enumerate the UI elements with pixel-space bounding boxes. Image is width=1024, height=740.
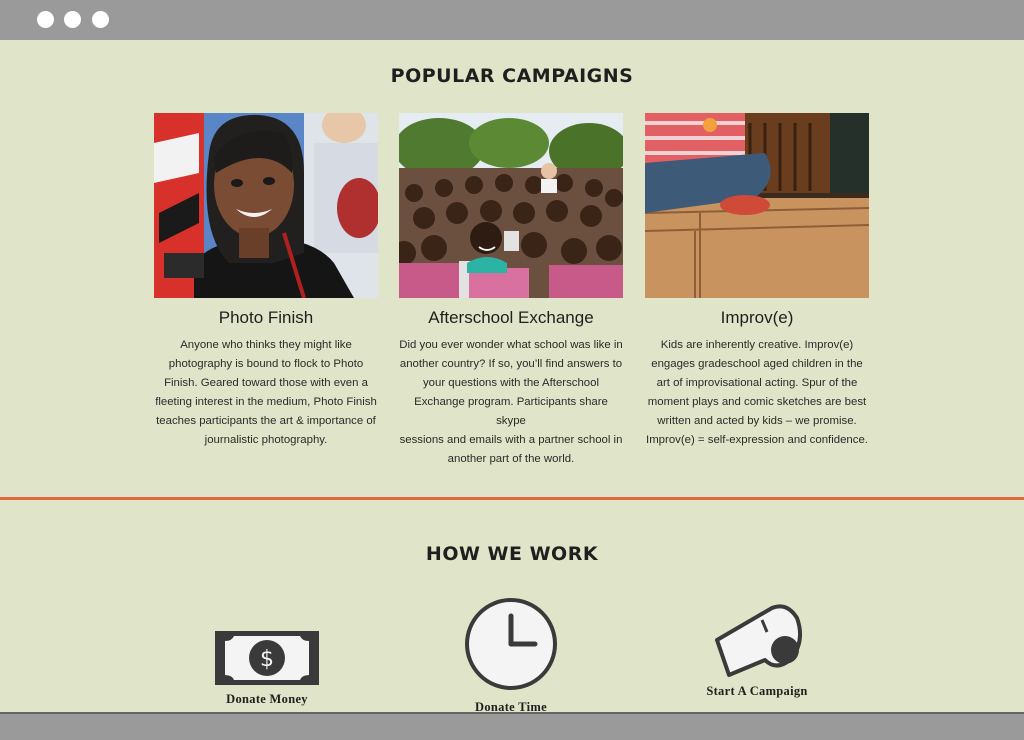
- description-line: written and acted by kids – we promise.: [657, 415, 857, 427]
- donate-time-item[interactable]: [451, 596, 571, 712]
- window-close-dot[interactable]: [37, 11, 54, 28]
- clock-icon[interactable]: [463, 596, 559, 692]
- dollar-bill-icon[interactable]: [212, 628, 322, 688]
- page-content: [0, 40, 1024, 712]
- description-line: fleeting interest in the medium, Photo Finish: [155, 396, 377, 408]
- svg-text:$: $: [260, 647, 274, 672]
- start-campaign-label[interactable]: Start A Campaign: [706, 684, 808, 698]
- campaign-title[interactable]: Afterschool Exchange: [428, 308, 594, 327]
- description-line: Did you ever wonder what school was like in: [399, 339, 623, 351]
- campaign-title[interactable]: Photo Finish: [218, 308, 314, 327]
- whistle-icon[interactable]: [707, 600, 807, 680]
- section-divider: [0, 497, 1024, 500]
- description-line: another country? If so, you’ll find answers to: [399, 358, 623, 370]
- donate-money-label[interactable]: Donate Money: [226, 692, 308, 706]
- description-line: art of improvisational acting. Spur of the: [656, 377, 858, 389]
- description-line: teaches participants the art & importance of: [156, 415, 376, 427]
- start-campaign-item[interactable]: [695, 600, 819, 699]
- description-line: Improv(e) = self-expression and confidence.: [646, 434, 868, 446]
- campaign-card-improve[interactable]: [645, 113, 869, 450]
- donate-money-item[interactable]: [205, 628, 329, 707]
- description-line: Kids are inherently creative. Improv(e): [660, 339, 854, 351]
- campaign-description: [399, 336, 623, 469]
- description-line: photography is bound to flock to Photo: [168, 358, 364, 370]
- campaign-description: [645, 336, 869, 450]
- campaign-card-photo-finish[interactable]: [154, 113, 378, 450]
- donate-time-label[interactable]: Donate Time: [475, 700, 547, 712]
- campaign-title[interactable]: Improv(e): [720, 308, 794, 327]
- group-of-schoolchildren-photo[interactable]: [399, 113, 623, 298]
- description-line: another part of the world.: [447, 453, 575, 465]
- bottom-bar: [0, 712, 1024, 740]
- campaign-description: [154, 336, 378, 450]
- window-minimize-dot[interactable]: [64, 11, 81, 28]
- popular-campaigns-heading: POPULAR CAMPAIGNS: [390, 65, 634, 87]
- description-line: engages gradeschool aged children in the: [651, 358, 863, 370]
- description-line: Anyone who thinks they might like: [180, 339, 352, 351]
- woman-with-camera-photo[interactable]: [154, 113, 378, 298]
- description-line: moment plays and comic sketches are best: [647, 396, 867, 408]
- campaign-card-afterschool-exchange[interactable]: [399, 113, 623, 469]
- child-sitting-on-deck-photo[interactable]: [645, 113, 869, 298]
- window-maximize-dot[interactable]: [92, 11, 109, 28]
- description-line: sessions and emails with a partner school in: [399, 434, 623, 446]
- description-line: journalistic photography.: [204, 434, 328, 446]
- description-line: Exchange program. Participants share skype: [414, 396, 608, 427]
- browser-window-bar: [0, 0, 1024, 40]
- how-we-work-heading: HOW WE WORK: [425, 543, 599, 565]
- description-line: your questions with the Afterschool: [422, 377, 600, 389]
- description-line: Finish. Geared toward those with even a: [164, 377, 368, 389]
